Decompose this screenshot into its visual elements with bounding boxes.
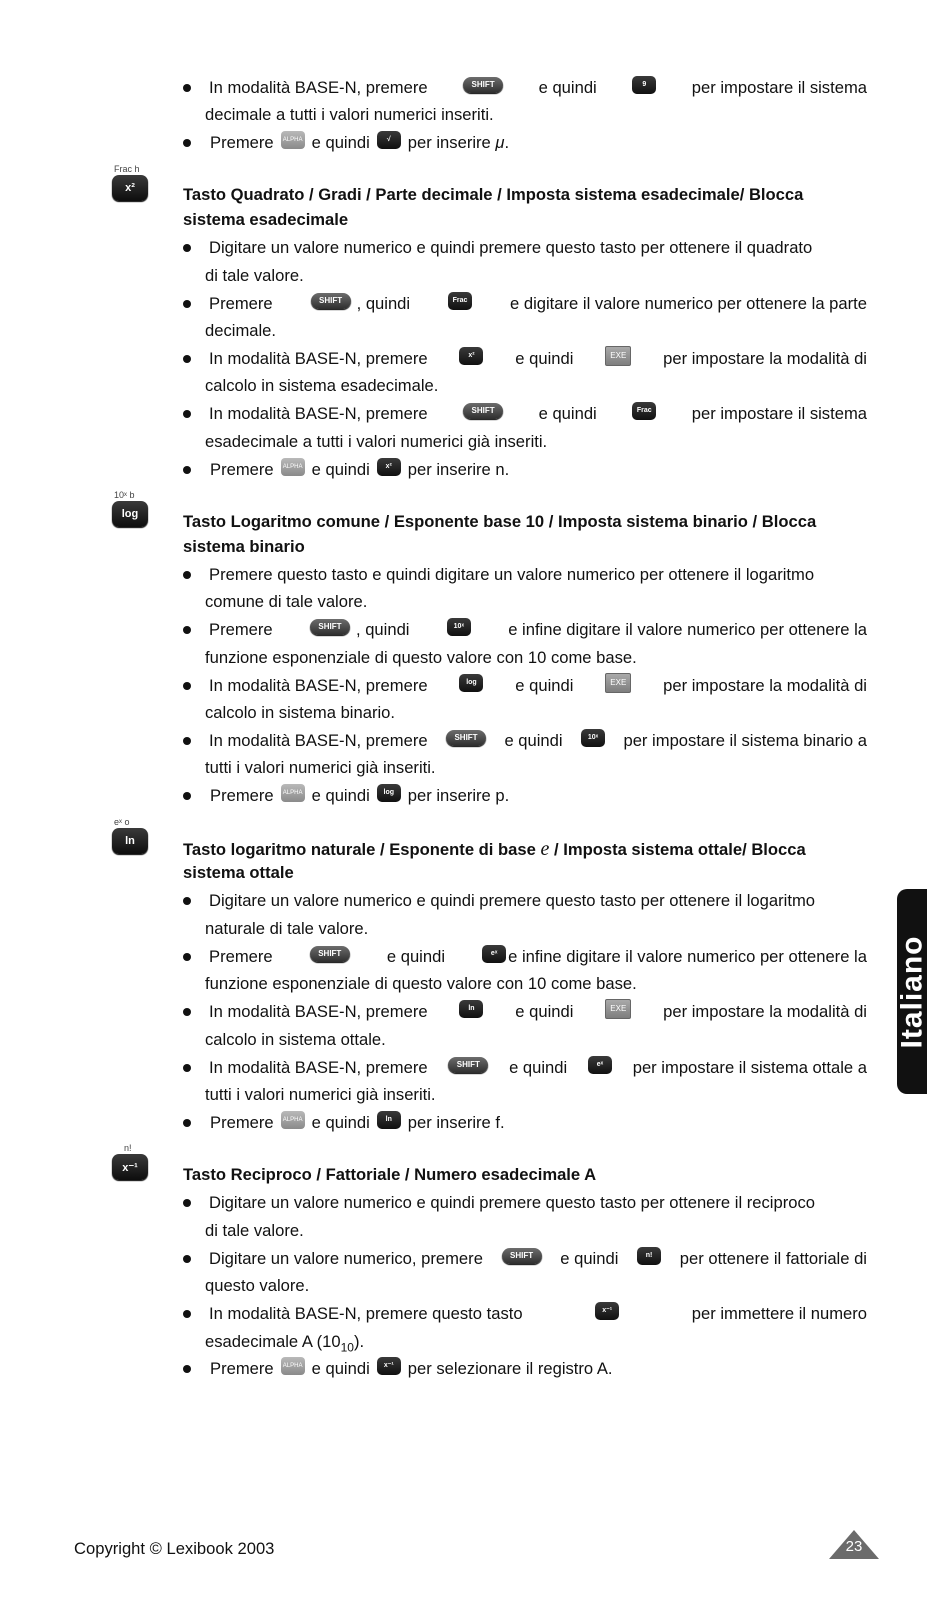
factorial-key-icon: n! [637, 1247, 661, 1265]
text: e quindi [504, 731, 563, 750]
list-item [183, 564, 867, 586]
shift-key-icon: SHIFT [446, 730, 486, 746]
text: per impostare il sistema binario a [623, 731, 867, 750]
shift-key-icon: SHIFT [463, 77, 503, 93]
text: In modalità BASE-N, premere [209, 1058, 428, 1077]
copyright-footer: Copyright © Lexibook 2003 [74, 1539, 275, 1558]
frac-key-icon: Frac [448, 292, 472, 310]
text: e quindi [515, 676, 574, 695]
text: per inserire [407, 133, 491, 152]
list-item-continuation: esadecimale a tutti i valori numerici già inseriti. [205, 432, 548, 451]
bullet-dot [183, 792, 191, 800]
key-cap: log [112, 501, 148, 527]
list-item [183, 1057, 867, 1079]
text: e quindi [386, 947, 446, 966]
log-key-icon: log [459, 674, 483, 692]
list-item-continuation [205, 104, 867, 126]
bullet-dot [183, 737, 191, 745]
text: e quindi [311, 1113, 370, 1132]
list-item [183, 619, 867, 641]
subscript: 10 [340, 1340, 354, 1355]
list-item-continuation: esadecimale A $(10_{10})$. [205, 1332, 365, 1355]
list-item-continuation: tutti i valori numerici già inseriti. [205, 1085, 436, 1104]
list-item [183, 237, 867, 259]
text: Premere [210, 786, 274, 805]
key-cap: x² [112, 175, 148, 201]
bullet-dot [183, 897, 191, 905]
bullet-dot [183, 244, 191, 252]
list-item [183, 132, 867, 154]
ten-power-key-icon: 10ˣ [581, 729, 605, 747]
list-item-continuation: calcolo in sistema esadecimale. [205, 376, 439, 395]
bullet-dot [183, 300, 191, 308]
text: per impostare il sistema [691, 78, 867, 97]
list-item [183, 1303, 867, 1325]
shift-key-icon: SHIFT [310, 946, 350, 962]
list-item [183, 77, 867, 99]
exe-key-icon: EXE [605, 346, 631, 366]
section-title: Tasto Logaritmo comune / Esponente base 10 / Imposta sistema binario / Blocca [183, 512, 817, 531]
section-title: Tasto Quadrato / Gradi / Parte decimale / Imposta sistema esadecimale/ Blocca [183, 185, 804, 204]
text: Digitare un valore numerico e quindi premere questo tasto per ottenere il reciproco [209, 1193, 815, 1212]
text: e quindi [560, 1249, 619, 1268]
bullet-dot [183, 1255, 191, 1263]
text: per ottenere il fattoriale di [679, 1249, 867, 1268]
frac-key-icon: Frac [632, 402, 656, 420]
square-key-icon [112, 163, 150, 201]
bullet-dot [183, 1064, 191, 1072]
text: e quindi [515, 1002, 574, 1021]
list-item [183, 403, 867, 425]
section-title: sistema binario [183, 537, 305, 556]
alpha-key-icon: ALPHA [281, 1357, 305, 1375]
bullet-dot [183, 1365, 191, 1373]
key-label: n! [124, 1143, 132, 1153]
list-item-continuation: calcolo in sistema ottale. [205, 1030, 386, 1049]
bullet-dot [183, 139, 191, 147]
mu-symbol: μ [495, 133, 505, 152]
log-key-icon [112, 489, 150, 527]
text: Digitare un valore numerico e quindi premere questo tasto per ottenere il logaritmo [209, 891, 815, 910]
bullet-dot [183, 410, 191, 418]
list-item [183, 348, 867, 370]
text: . [504, 133, 510, 152]
text: Premere [209, 620, 273, 639]
text: per impostare la modalità di [663, 676, 867, 695]
alpha-key-icon: ALPHA [281, 458, 305, 476]
list-item [183, 1248, 867, 1270]
text: In modalità BASE-N, premere [209, 349, 428, 368]
text: e infine digitare il valore numerico per ottenere la [508, 947, 867, 966]
reciprocal-key-icon: x⁻¹ [377, 1357, 401, 1375]
bullet-dot [183, 355, 191, 363]
section-title: Tasto Reciproco / Fattoriale / Numero esadecimale A [183, 1165, 597, 1184]
key-label: eˣ [114, 817, 122, 827]
shift-key-icon: SHIFT [310, 619, 350, 635]
list-item [183, 1001, 867, 1023]
text: Premere [210, 1113, 274, 1132]
alpha-key-icon: ALPHA [281, 131, 305, 149]
log-key-icon: log [377, 784, 401, 802]
language-tab [897, 889, 927, 1094]
text: e infine digitare il valore numerico per ottenere la [508, 620, 867, 639]
list-item-continuation: questo valore. [205, 1276, 310, 1295]
bullet-dot [183, 1310, 191, 1318]
text: Digitare un valore numerico e quindi premere questo tasto per ottenere il quadrato [209, 238, 813, 257]
bullet-dot [183, 1008, 191, 1016]
text: e quindi [515, 349, 574, 368]
key-label: 10ˣ [114, 490, 127, 500]
shift-key-icon: SHIFT [463, 403, 503, 419]
text: e quindi [311, 460, 370, 479]
e-power-key-icon: eˣ [482, 945, 506, 963]
text: Premere [210, 1359, 274, 1378]
text: per impostare il sistema [691, 404, 867, 423]
key-label: Frac [114, 164, 132, 174]
text: per selezionare il registro A. [407, 1359, 613, 1378]
text: per immettere il numero [691, 1304, 867, 1323]
text: In modalità BASE-N, premere [209, 1002, 428, 1021]
list-item-continuation: tutti i valori numerici già inseriti. [205, 758, 436, 777]
list-item [183, 1112, 867, 1134]
reciprocal-key-icon [112, 1142, 150, 1180]
list-item-continuation: decimale. [205, 321, 277, 340]
language-tab-label: Italiano [895, 934, 929, 1049]
list-item [183, 1358, 867, 1380]
text: In modalità BASE-N, premere [209, 731, 428, 750]
exe-key-icon: EXE [605, 673, 631, 693]
list-item-continuation: di tale valore. [205, 266, 304, 285]
section-title: sistema esadecimale [183, 210, 349, 229]
text: per inserire p. [407, 786, 510, 805]
text: , quindi [356, 294, 411, 313]
text: In modalità BASE-N, premere [209, 676, 428, 695]
text: decimale a tutti i valori numerici inseriti. [205, 105, 494, 124]
bullet-dot [183, 953, 191, 961]
e-symbol: e [540, 838, 550, 860]
list-item-continuation: di tale valore. [205, 1221, 304, 1240]
section-title: sistema ottale [183, 863, 294, 882]
square-key-icon: x² [459, 347, 483, 365]
bullet-dot [183, 682, 191, 690]
text: per impostare la modalità di [663, 1002, 867, 1021]
list-item-continuation: comune di tale valore. [205, 592, 368, 611]
list-item [183, 293, 867, 315]
key-label: o [124, 817, 130, 827]
list-item [183, 730, 867, 752]
alpha-key-icon: ALPHA [281, 784, 305, 802]
list-item-continuation: funzione esponenziale di questo valore con 10 come base. [205, 974, 637, 993]
text: e quindi [311, 786, 370, 805]
key-cap: x⁻¹ [112, 1154, 148, 1180]
text: Premere [209, 947, 273, 966]
bullet-dot [183, 1199, 191, 1207]
text: per inserire f. [407, 1113, 505, 1132]
list-item-continuation: naturale di tale valore. [205, 919, 369, 938]
ten-power-key-icon: 10ˣ [447, 618, 471, 636]
text: Premere [209, 294, 273, 313]
text: e quindi [538, 78, 597, 97]
text: Digitare un valore numerico, premere [209, 1249, 483, 1268]
text: In modalità BASE-N, premere [209, 78, 428, 97]
section-title: Tasto logaritmo naturale / Esponente di base e / Imposta sistema ottale/ Blocca [183, 838, 806, 860]
page-number-badge [829, 1530, 879, 1559]
exe-key-icon: EXE [605, 999, 631, 1019]
key-label: b [129, 490, 135, 500]
square-key-icon: x² [377, 458, 401, 476]
ln-key-icon: ln [459, 1000, 483, 1018]
reciprocal-key-icon: x⁻¹ [595, 1302, 619, 1320]
list-item [183, 675, 867, 697]
nine-key-icon: 9 [632, 76, 656, 94]
list-item [183, 946, 867, 968]
text: Premere questo tasto e quindi digitare un valore numerico per ottenere il logaritmo [209, 565, 815, 584]
bullet-dot [183, 626, 191, 634]
bullet-dot [183, 1119, 191, 1127]
bullet-dot [183, 84, 191, 92]
text: e quindi [509, 1058, 568, 1077]
text: Premere [210, 460, 274, 479]
text: In modalità BASE-N, premere questo tasto [209, 1304, 523, 1323]
text: per impostare il sistema ottale a [632, 1058, 867, 1077]
bullet-dot [183, 466, 191, 474]
sqrt-key-icon: √ [377, 131, 401, 149]
text: e quindi [311, 133, 370, 152]
list-item-continuation: funzione esponenziale di questo valore con 10 come base. [205, 648, 637, 667]
shift-key-icon: SHIFT [502, 1248, 542, 1264]
text: e quindi [311, 1359, 370, 1378]
list-item-continuation: calcolo in sistema binario. [205, 703, 395, 722]
key-cap: ln [112, 828, 148, 854]
shift-key-icon: SHIFT [311, 293, 351, 309]
ln-key-icon: ln [377, 1111, 401, 1129]
ln-key-icon [112, 816, 150, 854]
list-item [183, 890, 867, 912]
key-label: h [134, 164, 140, 174]
text: per inserire n. [407, 460, 510, 479]
alpha-key-icon: ALPHA [281, 1111, 305, 1129]
text: e digitare il valore numerico per ottenere la parte [510, 294, 867, 313]
text: In modalità BASE-N, premere [209, 404, 428, 423]
text: , quindi [355, 620, 410, 639]
text: per impostare la modalità di [663, 349, 867, 368]
text: Premere [210, 133, 274, 152]
page-number: 23 [845, 1538, 863, 1555]
list-item [183, 459, 867, 481]
list-item [183, 1192, 867, 1214]
e-power-key-icon: eˣ [588, 1056, 612, 1074]
shift-key-icon: SHIFT [448, 1057, 488, 1073]
list-item [183, 785, 867, 807]
text: e quindi [538, 404, 597, 423]
bullet-dot [183, 571, 191, 579]
